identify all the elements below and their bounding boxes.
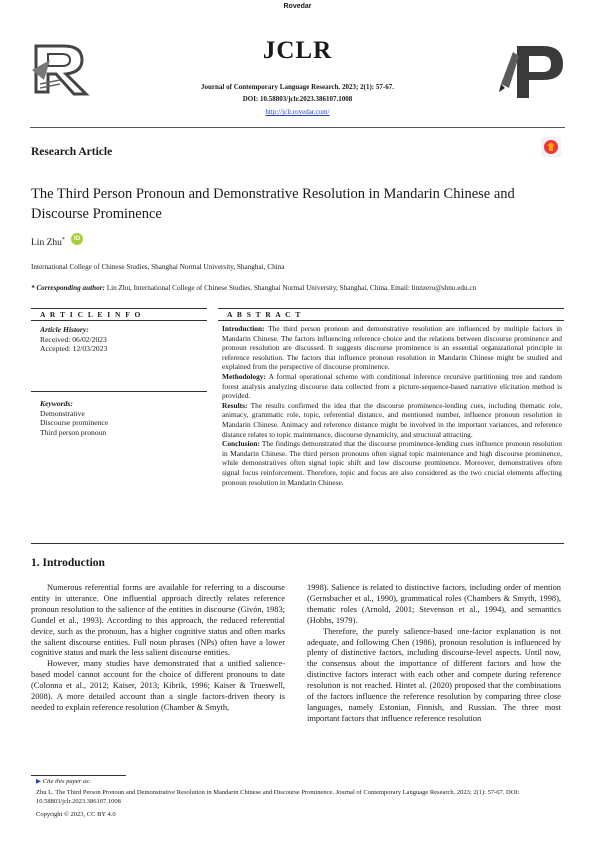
article-title: The Third Person Pronoun and Demonstrative Resolution in Mandarin Chinese and Discourse Prominence — [31, 186, 515, 222]
abstract-body — [222, 324, 562, 487]
keyword-item: Discourse prominence — [40, 418, 109, 427]
abstract-header-rule — [218, 320, 564, 321]
citation-text: Zhu L. The Third Person Pronoun and Demonstrative Resolution in Mandarin Chinese and Discourse Prominence. Journal of Contemporary Language Research. 2023; 2(1): 57-67. DOI: 10.58803/jclr.2023.386107.1008 — [36, 789, 520, 805]
accepted-date: Accepted: 12/03/2023 — [40, 344, 108, 353]
author-corresponding-marker: * — [61, 237, 65, 243]
body-column-right — [307, 583, 561, 725]
abstract-top-rule — [218, 308, 564, 309]
journal-doi: DOI: 10.58803/jclr.2023.386107.1008 — [242, 95, 353, 103]
article-info-heading: A R T I C L E I N F O — [40, 310, 142, 319]
crossmark-badge[interactable] — [541, 137, 561, 157]
history-label: Article History: — [40, 325, 89, 334]
header-divider — [30, 127, 565, 128]
orcid-icon[interactable]: iD — [71, 233, 83, 245]
abstract-methodology: Methodology: A formal operational scheme with conditional inference recursive partitioning tree and random forest analysis analyzing discourse data collected from a picture-sequence-based narrative elicitation method is provided. — [222, 371, 562, 401]
journal-url-link[interactable]: http://jclr.rovedar.com/ — [265, 108, 330, 116]
body-paragraph: Numerous referential forms are available for referring to a discourse entity in utterance. One influential approach directly relates reference pronoun resolution to the salience of the entities in discourse (Givón, 1983; Gundel et al., 1993). According to this approach, the reduced referential device, such as the pronoun, has a higher cognitive status and often marks the salient discourse entities. Full noun phrases (NPs) often have a lower cognitive status and mark the less salient discourse entities. — [31, 583, 285, 658]
section-heading-introduction: 1. Introduction — [31, 557, 105, 569]
abstract-conclusion: Conclusion: The findings demonstrated that the discourse prominence-lending cues influence pronoun resolution in Mandarin Chinese. The third person pronouns often signal topic maintenance and high discourse prominence, while demonstratives often signal topic shift and low discourse prominence. Moreover, demonstratives often signal focus reinforcement. Therefore, topic and focus are also considered as the two crucial elements affecting pronoun resolution in Mandarin Chinese. — [222, 439, 562, 487]
cite-label: ▶ Cite this paper as: — [36, 778, 91, 785]
abstract-heading: A B S T R A C T — [227, 310, 302, 319]
keyword-item: Third person pronoun — [40, 427, 107, 437]
info-top-rule — [31, 308, 207, 309]
keywords-rule — [31, 391, 207, 392]
body-paragraph: However, many studies have demonstrated that a unified salience-based model cannot account for the choice of different pronouns to date (Colonna et al., 2012; Kaiser, 2013; Kibrik, 1996; Kaiser & Trueswell, 2008). A more detailed account than a single factors-driven theory is needed to explain reference resolution (Chamber & Smyth, — [31, 659, 285, 712]
article-type: Research Article — [31, 146, 113, 158]
author-affiliation: International College of Chinese Studies, Shanghai Normal University, Shanghai, China — [31, 263, 285, 271]
journal-citation-line: Journal of Contemporary Language Research. 2023; 2(1): 57-67. — [201, 83, 394, 91]
article-history — [40, 325, 107, 354]
info-header-rule — [31, 320, 207, 321]
footnote-rule — [31, 775, 126, 776]
abstract-results: Results: The results confirmed the idea that the discourse prominence-lending cues, including thematic role, animacy, grammatic role, topic, referential distance, and mentioned number, influence pronoun resolution in Mandarin Chinese. Animacy and reference distance might be involved in the important variances, and reference distance relates to topic maintenance, discourse dynamicity, and structural attracting. — [222, 400, 562, 439]
journal-abbreviation: JCLR — [262, 37, 333, 64]
corresponding-author: * Corresponding author: Lin Zhu, International College of Chinese Studies, Shanghai Normal University, Shanghai, China. Email: linnzero@shnu.edu.cn — [31, 284, 477, 292]
keyword-item: Demonstrative — [40, 408, 85, 418]
publisher-name: Rovedar — [283, 3, 312, 10]
body-paragraph: 1998). Salience is related to distinctive factors, including order of mention (Gernsbacher et al., 1990), grammatical roles (Chambers & Smyth, 1998), thematic roles (Arnold, 2001; Stevenson et al., 1994), and semantics (Hobbs, 1979). — [307, 583, 561, 625]
keywords-block — [40, 399, 108, 437]
author-name: Lin Zhu* — [31, 237, 65, 249]
received-date: Received: 06/02/2023 — [40, 334, 107, 344]
body-paragraph: Therefore, the purely salience-based one-factor explanation is not adequate, and following Chen (1986), pronoun resolution is influenced by plenty of distinctive factors, including discourse-level aspects. Until now, the consensus about the importance of different factors and how the distinctive factors interact with each other and compete during reference resolution is not reached. Hintet al. (2020) proposed that the combinations of the factors influence the reference resolution by comparing three close languages, namely Estonian, Finnish, and Russian. The three most important factors that influence reference resolution — [307, 626, 561, 723]
keywords-label: Keywords: — [40, 399, 73, 408]
abstract-bottom-rule — [31, 543, 564, 544]
copyright-notice: Copyright © 2023, CC BY 4.0 — [36, 811, 116, 818]
abstract-introduction: Introduction: The third person pronoun and demonstrative resolution are influenced by multiple factors in Mandarin Chinese. The factors influencing reference choice and the relations between discourse prominence and pronoun resolution are discussed. It suggests discourse prominence is an essential organizational principle in reference resolution. The factors that influence pronoun resolution in Mandarin Chinese might be studied and explained from the perspective of discourse prominence. — [222, 324, 562, 372]
body-column-left — [31, 583, 285, 714]
